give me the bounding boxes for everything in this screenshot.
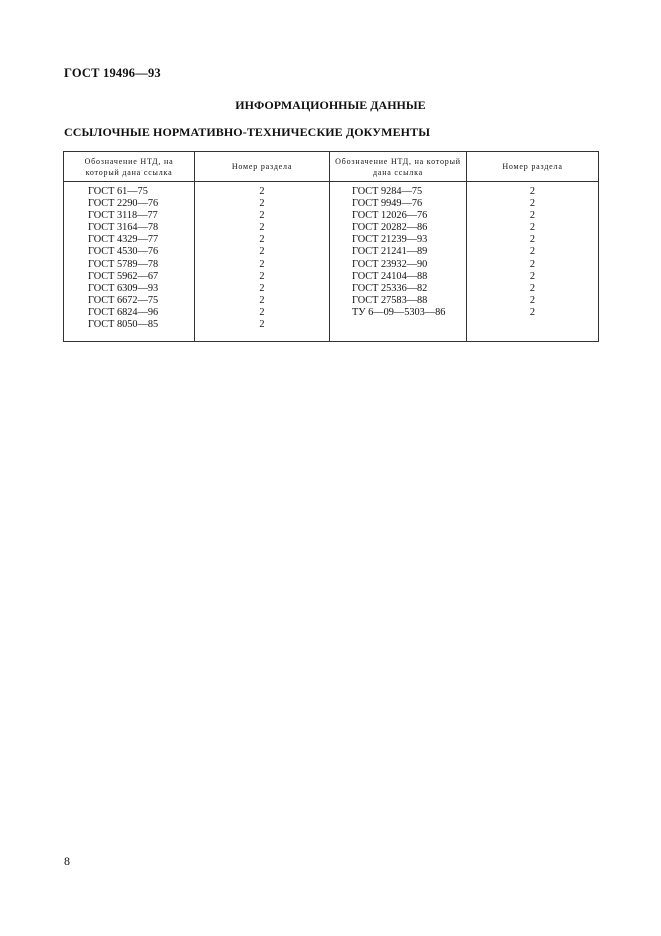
- section-number: 2: [259, 222, 265, 234]
- reference-doc: ГОСТ 2290—76: [88, 198, 159, 210]
- reference-doc: ГОСТ 6824—96: [88, 306, 159, 318]
- header-doc-right: Обозначение НТД, на который дана ссылка: [330, 152, 467, 182]
- reference-doc: ГОСТ 21239—93: [352, 234, 428, 246]
- document-code: ГОСТ 19496—93: [64, 66, 161, 80]
- section-number: 2: [259, 198, 265, 210]
- section-number: 2: [259, 270, 265, 282]
- header-section-right: Номер раздела: [467, 152, 599, 182]
- references-table: [63, 151, 599, 342]
- section-number: 2: [529, 210, 536, 222]
- section-number: 2: [259, 186, 265, 197]
- reference-doc: ГОСТ 25336—82: [352, 282, 428, 294]
- page-number: 8: [64, 854, 70, 868]
- reference-doc: ГОСТ 5789—78: [88, 258, 159, 270]
- reference-doc: ГОСТ 12026—76: [352, 210, 428, 222]
- table-header-row: [64, 152, 599, 182]
- reference-doc: ГОСТ 5962—67: [88, 270, 159, 282]
- section-number: 2: [259, 282, 265, 294]
- reference-doc: ГОСТ 4530—76: [88, 246, 159, 258]
- section-number: 2: [529, 294, 536, 306]
- header-doc-left: Обозначение НТД, на который дана ссылка: [64, 152, 195, 182]
- left-section-column: [195, 182, 330, 342]
- left-doc-column: [64, 182, 195, 342]
- reference-doc: ТУ 6—09—5303—86: [352, 306, 446, 318]
- references-title: ССЫЛОЧНЫЕ НОРМАТИВНО-ТЕХНИЧЕСКИЕ ДОКУМЕНТЫ: [64, 125, 431, 139]
- reference-doc: ГОСТ 8050—85: [88, 319, 159, 331]
- reference-doc: ГОСТ 27583—88: [352, 294, 428, 306]
- right-doc-column: [330, 182, 467, 342]
- section-number: 2: [529, 270, 536, 282]
- table-body-row: [64, 182, 599, 342]
- section-number: 2: [529, 282, 536, 294]
- section-number: 2: [529, 186, 536, 197]
- reference-doc: ГОСТ 4329—77: [88, 234, 159, 246]
- header-section-left: Номер раздела: [195, 152, 330, 182]
- reference-doc: ГОСТ 9284—75: [352, 186, 423, 197]
- section-number: 2: [529, 222, 536, 234]
- section-number: 2: [529, 258, 536, 270]
- section-number: 2: [529, 198, 536, 210]
- section-number: 2: [259, 234, 265, 246]
- reference-doc: ГОСТ 61—75: [88, 186, 148, 197]
- reference-doc: ГОСТ 6309—93: [88, 282, 159, 294]
- section-number: 2: [259, 210, 265, 222]
- reference-doc: ГОСТ 3118—77: [88, 210, 158, 222]
- section-number: 2: [259, 319, 265, 331]
- section-number: 2: [529, 306, 536, 318]
- right-section-column: [467, 182, 599, 342]
- reference-doc: ГОСТ 24104—88: [352, 270, 428, 282]
- reference-doc: ГОСТ 21241—89: [352, 246, 428, 258]
- section-number: 2: [529, 234, 536, 246]
- reference-doc: ГОСТ 9949—76: [352, 198, 423, 210]
- reference-doc: ГОСТ 20282—86: [352, 222, 428, 234]
- reference-doc: ГОСТ 23932—90: [352, 258, 428, 270]
- section-number: 2: [259, 306, 265, 318]
- reference-doc: ГОСТ 6672—75: [88, 294, 159, 306]
- section-number: 2: [259, 246, 265, 258]
- reference-doc: ГОСТ 3164—78: [88, 222, 159, 234]
- section-number: 2: [259, 294, 265, 306]
- info-data-title: ИНФОРМАЦИОННЫЕ ДАННЫЕ: [235, 98, 426, 112]
- section-number: 2: [529, 246, 536, 258]
- section-number: 2: [259, 258, 265, 270]
